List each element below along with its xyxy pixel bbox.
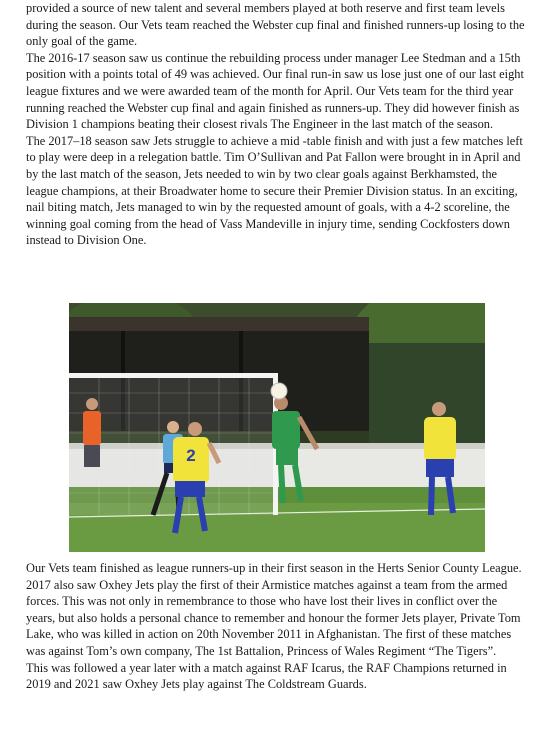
shirt-number: 2 bbox=[186, 446, 196, 465]
paragraph-raf-coldstream: This was followed a year later with a match against RAF Icarus, the RAF Champions returned in 2019 and 2021 saw Oxhey Jets play against The Coldstream Guards. bbox=[26, 660, 507, 692]
match-photo-illustration bbox=[69, 303, 485, 552]
paragraph-season-2017-18: The 2017–18 season saw Jets struggle to achieve a mid -table finish and with just a few matches left to play were deep in a relegation battle. Tim O’Sullivan and Pat Fallon were brought in in April and by the last match of the season, Jets needed to win by two clear goals against Berkhamsted, the league champions, at their Broadwater home to secure their Premier Division status. In an exciting, nail biting match, Jets managed to win by the requested amount of goals, with a 4-2 scoreline, the winning goal coming from the head of Vass Mandeville in injury time, sending Cockfosters down instead to Division One. bbox=[26, 133, 523, 248]
paragraph-vets-herts-league: Our Vets team finished as league runners-up in their first season in the Herts Senior County League. bbox=[26, 561, 522, 575]
match-photo bbox=[69, 303, 485, 552]
article-top bbox=[26, 0, 526, 249]
paragraph-armistice-matches: 2017 also saw Oxhey Jets play the first of their Armistice matches against a team from the armed forces. This was not only in remembrance to those who have lost their lives in conflict over the years, but also holds a personal chance to remember and honour the former Jets player, Private Tom Lake, who was killed in action on 20th November 2011 in Afghanistan. The first of these matches was against Tom’s own company, The 1st Battalion, Princess of Wales Regiment “The Tigers”. bbox=[26, 577, 521, 658]
paragraph-season-2016-17: The 2016-17 season saw us continue the rebuilding process under manager Lee Stedman and a 15th position with a points total of 49 was achieved. Our final run-in saw us lose just one of our last eight league fixtures and we were awarded team of the month for April. Our Vets team for the third year running reached the Webster cup final and again finished as runners-up. They did however finish as Division 1 champions beating their closest rivals The Engineer in the last match of the season. bbox=[26, 50, 524, 132]
paragraph-vets-webster-cup: provided a source of new talent and several members played at both reserve and first team levels during the season. Our Vets team reached the Webster cup final and finished runners-up losing to the only goal of the game. bbox=[26, 1, 525, 49]
steward-vest bbox=[83, 411, 101, 445]
article-bottom bbox=[26, 560, 526, 693]
football-icon bbox=[271, 383, 287, 399]
